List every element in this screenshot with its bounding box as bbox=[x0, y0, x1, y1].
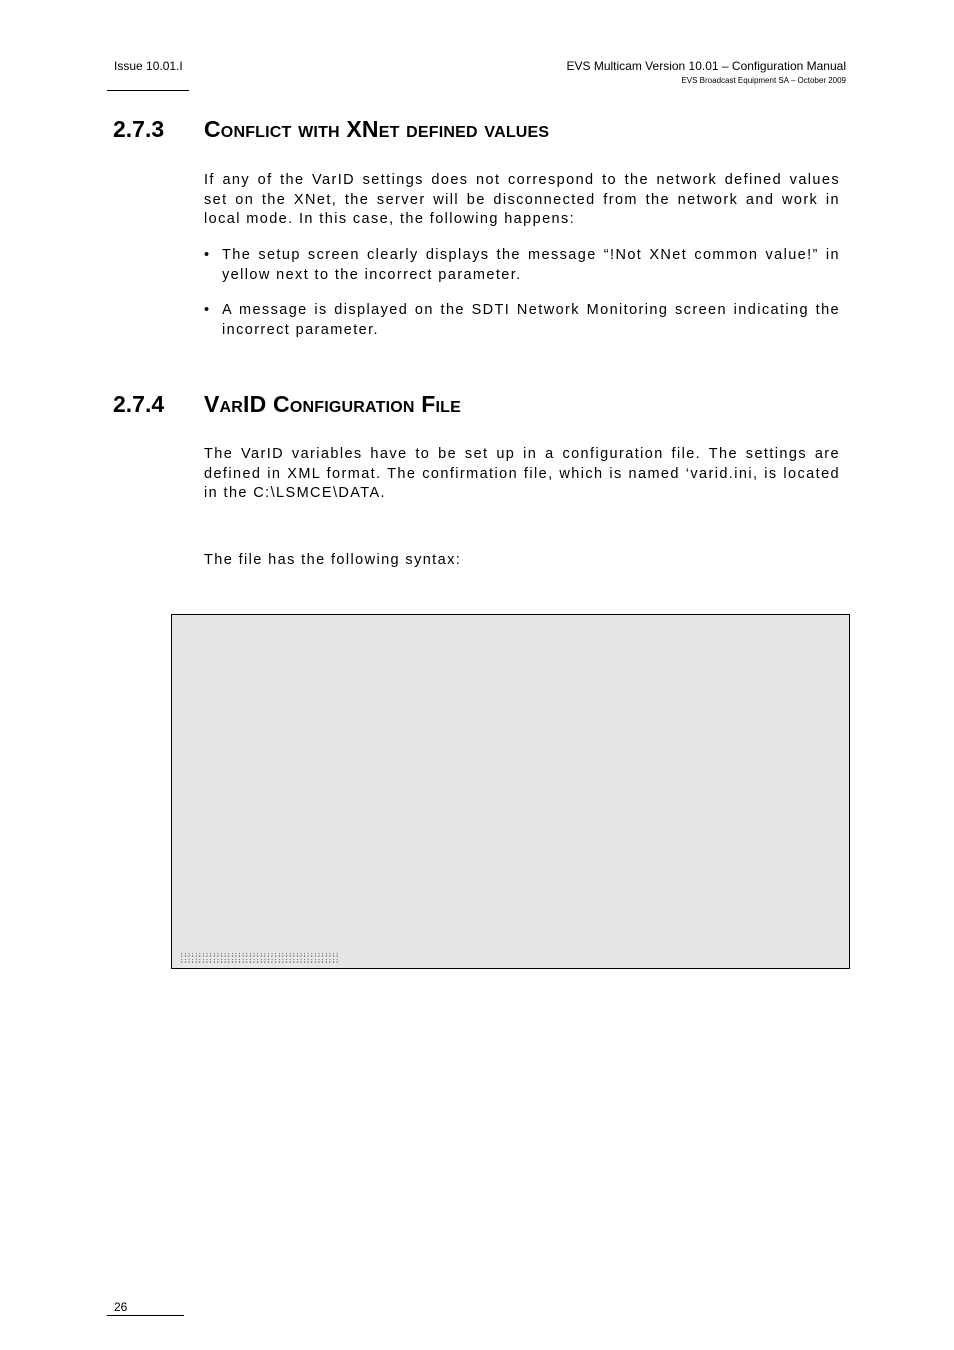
bullet-item-2 bbox=[204, 301, 840, 340]
code-tail-line-1: ;;;;;;;;;;;;;;;;;;;;;;;;;;;;;;;;;;;;;;;;;;;; bbox=[180, 951, 339, 958]
header-issue: Issue 10.01.I bbox=[114, 59, 183, 73]
header-right bbox=[567, 59, 847, 85]
code-syntax-box bbox=[171, 614, 850, 969]
bullet-text-2: A message is displayed on the SDTI Network Monitoring screen indicating the incorrect parameter. bbox=[222, 302, 840, 338]
code-tail-line-2: ;;;;;;;;;;;;;;;;;;;;;;;;;;;;;;;;;;;;;;;;;;;; bbox=[180, 957, 339, 964]
header-company-date: EVS Broadcast Equipment SA – October 2009 bbox=[681, 76, 846, 85]
section-number-274: 2.7.4 bbox=[113, 391, 165, 417]
section-title-273: Conflict with XNet defined values bbox=[204, 116, 550, 142]
section-number-273: 2.7.3 bbox=[113, 116, 165, 142]
code-tail-lines bbox=[180, 952, 339, 964]
header-divider bbox=[107, 90, 189, 91]
bullet-icon: • bbox=[204, 247, 211, 263]
section-274-intro: The VarID variables have to be set up in a configuration file. The settings are defined in XML format. The confirmation file, which is named ‘varid.ini, is located in the C:\LSMCE\DATA. bbox=[204, 446, 840, 501]
section-273-intro: If any of the VarID settings does not correspond to the network defined values set on the XNet, the server will be disconnected from the network and work in local mode. In this case, the following happens: bbox=[204, 172, 840, 227]
section-title-274: VarID Configuration File bbox=[204, 391, 461, 417]
bullet-icon: • bbox=[204, 302, 211, 318]
footer-divider bbox=[107, 1315, 184, 1316]
page-number: 26 bbox=[114, 1300, 128, 1314]
bullet-item-1 bbox=[204, 246, 840, 285]
header-manual-title: EVS Multicam Version 10.01 – Configuration Manual bbox=[566, 59, 846, 73]
bullet-text-1: The setup screen clearly displays the message “!Not XNet common value!” in yellow next to the incorrect parameter. bbox=[222, 247, 840, 283]
syntax-intro: The file has the following syntax: bbox=[204, 552, 462, 568]
